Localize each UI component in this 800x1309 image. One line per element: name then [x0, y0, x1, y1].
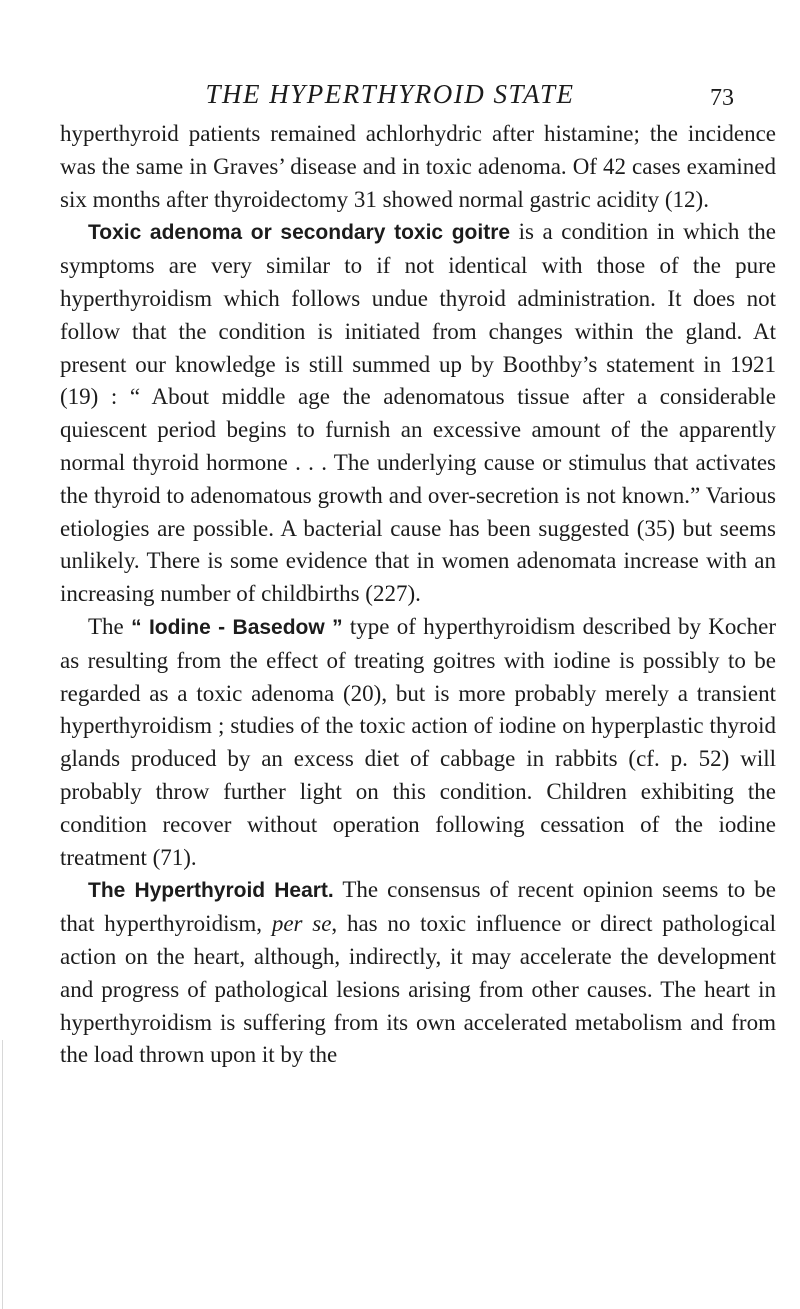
paragraph-text: is a condition in which the symptoms are very similar to if not identical with those of the pure hyperthyroidism which follows undue thyroid administration. It does not follow that the condition is initiated from changes within the gland. At present our knowledge is still summed up by Boothby’s statement in 1921 (19) : “ About middle age the adenomatous tissue after a considerable quiescent period begins to furnish an excessive amount of the apparently normal thyroid hormone . . . The underlying cause or stimulus that activates the thyroid to adenomatous growth and over-secretion is not known.” Various etiologies are possible. A bacterial cause has been suggested (35) but seems unlikely. There is some evidence that in women adenomata increase with an increasing number of childbirths (227).: [60, 219, 776, 607]
paragraph-text: The: [88, 613, 132, 639]
paragraph-iodine-basedow: [60, 611, 776, 874]
running-header: THE HYPERTHYROID STATE: [205, 79, 575, 109]
paragraph-achlorhydria: [60, 118, 776, 216]
scan-margin-line: [2, 1040, 3, 1309]
section-lead-toxic-adenoma: Toxic adenoma or secondary toxic goitre: [88, 221, 511, 245]
paragraph-text: , has no toxic influence or direct pathological action on the heart, although, indirectly, it may accelerate the development and progress of pathological lesions arising from other causes. The heart in hyperthyroidism is suffering from its own accelerated metabolism and from the load thrown upon it by the: [60, 911, 776, 1068]
paragraph-text: The consensus of recent opinion seems to be that hyperthyroidism,: [60, 877, 776, 937]
paragraph-text: hyperthyroid patients remained achlorhydric after histamine; the incidence was the same in Graves’ disease and in toxic adenoma. Of 42 cases examined six months after thyroidectomy 31 showed normal gastric acidity (12).: [60, 121, 776, 212]
section-lead-iodine-basedow: “ Iodine - Basedow ”: [131, 615, 343, 639]
page-number: 73: [710, 85, 734, 111]
paragraph-text: type of hyperthyroidism described by Kocher as resulting from the effect of treating goitres with iodine is possibly to be regarded as a toxic adenoma (20), but is more probably merely a transient hyperthyroidism ; studies of the toxic action of iodine on hyperplastic thyroid glands produced by an excess diet of cabbage in rabbits (cf. p. 52) will probably throw further light on this condition. Children exhibiting the condition recover without operation following cessation of the iodine treatment (71).: [60, 613, 776, 870]
paragraph-hyperthyroid-heart: [60, 874, 776, 1072]
italic-term-per-se: per se: [271, 911, 332, 937]
body-text: [60, 118, 776, 1072]
section-lead-hyperthyroid-heart: The Hyperthyroid Heart.: [88, 879, 334, 903]
paragraph-toxic-adenoma: [60, 216, 776, 611]
